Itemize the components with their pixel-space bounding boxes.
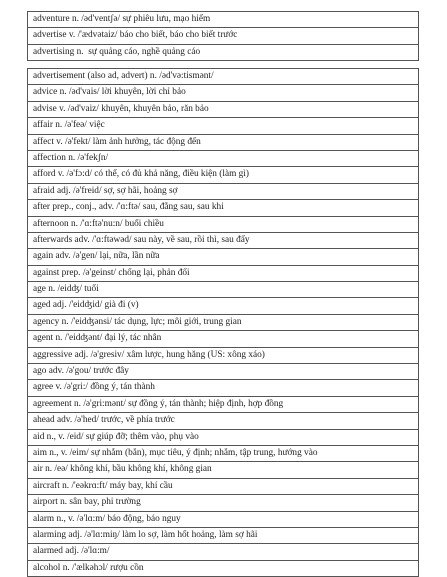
vocab-entry-text: airport n. sân bay, phi trường bbox=[33, 497, 141, 508]
vocab-entry-text: aim n., v. /eim/ sự nhắm (bắn), mục tiêu, ý định; nhắm, tập trung, hướng vào bbox=[33, 447, 318, 458]
vocab-entry-text: agent n. /'eidʤənt/ đại lý, tác nhân bbox=[33, 333, 162, 344]
vocab-row bbox=[28, 512, 418, 528]
vocab-entry-text: advise v. /əd'vaiz/ khuyên, khuyên bảo, răn bảo bbox=[33, 103, 209, 114]
vocab-row bbox=[28, 28, 418, 44]
vocab-row bbox=[28, 380, 418, 396]
vocab-entry-text: ahead adv. /ə'hed/ trước, về phía trước bbox=[33, 415, 175, 426]
vocab-row bbox=[28, 495, 418, 511]
vocab-row bbox=[28, 315, 418, 331]
vocab-row bbox=[28, 135, 418, 151]
vocab-entry-text: afraid adj. /ə'freid/ sợ, sợ hãi, hoảng sợ bbox=[33, 185, 178, 196]
vocab-entry-text: agreement n. /ə'gri:mənt/ sự đồng ý, tán thành; hiệp định, hợp đồng bbox=[33, 398, 284, 409]
vocab-entry-text: aircraft n. /'eəkrɑ:ft/ máy bay, khí cầu bbox=[33, 480, 173, 491]
vocab-entry-text: affect v. /ə'fekt/ làm ảnh hưởng, tác động đến bbox=[33, 136, 201, 147]
vocab-entry-text: affection n. /ə'fekʃn/ bbox=[33, 152, 109, 163]
vocab-row bbox=[28, 102, 418, 118]
vocab-row bbox=[28, 69, 418, 85]
vocab-entry-text: ago adv. /ə'gou/ trước đây bbox=[33, 366, 129, 377]
vocab-entry-text: air n. /eə/ không khí, bầu không khí, không gian bbox=[33, 464, 212, 475]
vocab-row bbox=[28, 266, 418, 282]
vocab-entry-text: aggressive adj. /ə'gresiv/ xâm lược, hung hăng (US: xông xáo) bbox=[33, 349, 265, 360]
vocab-row bbox=[28, 233, 418, 249]
vocab-entry-text: affair n. /ə'feə/ việc bbox=[33, 120, 105, 131]
vocab-entry-text: afford v. /ə'fɔ:d/ có thể, có đủ khả năng, điều kiện (làm gì) bbox=[33, 169, 249, 180]
vocab-entry-text: after prep., conj., adv. /'ɑ:ftə/ sau, đằng sau, sau khi bbox=[33, 202, 224, 213]
vocab-row bbox=[28, 462, 418, 478]
vocab-row bbox=[28, 561, 418, 577]
vocab-row bbox=[28, 12, 418, 28]
vocabulary-table-main bbox=[27, 68, 419, 577]
vocab-entry-text: afterwards adv. /'ɑ:ftəwəd/ sau này, về sau, rồi thì, sau đấy bbox=[33, 234, 250, 245]
vocab-row bbox=[28, 200, 418, 216]
vocab-entry-text: afternoon n. /'ɑ:ftə'nu:n/ buổi chiều bbox=[33, 218, 164, 229]
vocab-entry-text: adventure n. /əd'ventʃə/ sự phiêu lưu, mạo hiểm bbox=[33, 14, 211, 24]
vocab-row bbox=[28, 184, 418, 200]
vocab-row bbox=[28, 118, 418, 134]
vocab-entry-text: advertise v. /'ædvətaiz/ báo cho biết, báo cho biết trước bbox=[33, 30, 238, 41]
vocab-row bbox=[28, 413, 418, 429]
vocab-row bbox=[28, 364, 418, 380]
vocab-entry-text: aged adj. /'eidʤid/ già đi (v) bbox=[33, 300, 139, 311]
vocab-entry-text: alarmed adj. /ə'lɑ:m/ bbox=[33, 546, 110, 557]
vocab-row bbox=[28, 151, 418, 167]
vocab-entry-text: agency n. /'eidʤənsi/ tác dụng, lực; môi giới, trung gian bbox=[33, 316, 242, 327]
vocab-row bbox=[28, 430, 418, 446]
vocab-row bbox=[28, 397, 418, 413]
vocab-row bbox=[28, 479, 418, 495]
vocab-entry-text: agree v. /ə'gri:/ đồng ý, tán thành bbox=[33, 382, 155, 393]
vocab-row bbox=[28, 282, 418, 298]
vocab-entry-text: alcohol n. /'ælkəhɔl/ rượu cồn bbox=[33, 562, 144, 573]
vocab-row bbox=[28, 85, 418, 101]
vocab-entry-text: alarm n., v. /ə'lɑ:m/ báo động, báo nguy bbox=[33, 513, 181, 524]
vocab-row bbox=[28, 249, 418, 265]
vocab-row bbox=[28, 348, 418, 364]
vocab-entry-text: age n. /eidʤ/ tuổi bbox=[33, 284, 99, 295]
vocab-row bbox=[28, 446, 418, 462]
vocab-row bbox=[28, 528, 418, 544]
vocab-row bbox=[28, 331, 418, 347]
vocab-entry-text: advice n. /əd'vais/ lời khuyên, lời chỉ bảo bbox=[33, 87, 186, 98]
vocab-row bbox=[28, 217, 418, 233]
vocab-row bbox=[28, 45, 418, 61]
vocab-entry-text: advertising n. sự quảng cáo, nghề quảng cáo bbox=[33, 46, 201, 57]
vocab-entry-text: against prep. /ə'geinst/ chống lại, phản đối bbox=[33, 267, 190, 278]
vocab-entry-text: alarming adj. /ə'lɑ:miŋ/ làm lo sợ, làm hốt hoảng, làm sợ hãi bbox=[33, 529, 258, 540]
vocab-entry-text: aid n., v. /eid/ sự giúp đỡ; thêm vào, phụ vào bbox=[33, 431, 199, 442]
vocab-row bbox=[28, 544, 418, 560]
vocab-entry-text: again adv. /ə'gen/ lại, nữa, lần nữa bbox=[33, 251, 160, 262]
vocab-row bbox=[28, 167, 418, 183]
vocab-entry-text: advertisement (also ad, advert) n. /əd'və:tismənt/ bbox=[33, 71, 214, 81]
vocabulary-table-top bbox=[27, 11, 419, 61]
vocab-row bbox=[28, 298, 418, 314]
